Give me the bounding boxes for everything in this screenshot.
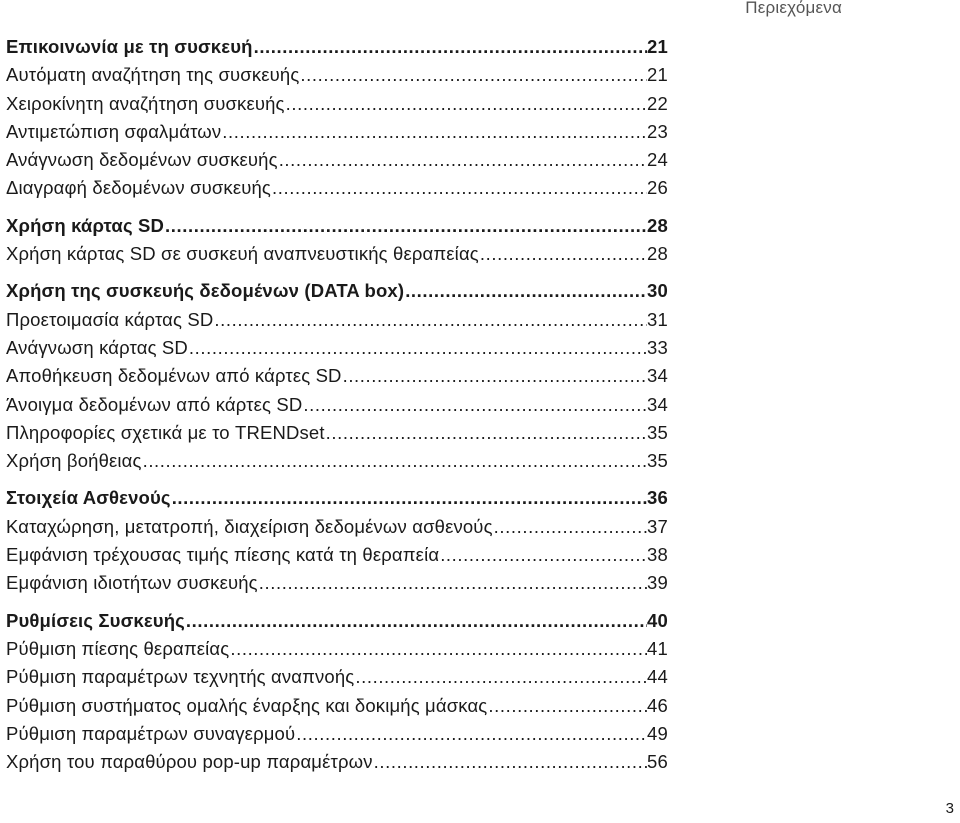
toc-dot-leader (172, 487, 647, 509)
toc-entry-page: 33 (647, 336, 668, 358)
toc-entry-page: 44 (647, 666, 668, 688)
toc-entry-title: Αυτόματη αναζήτηση της συσκευής (6, 64, 300, 86)
toc-heading-entry[interactable] (6, 280, 668, 308)
toc-dot-leader (488, 695, 647, 717)
toc-entry[interactable] (6, 422, 668, 450)
toc-entry[interactable] (6, 751, 668, 779)
toc-entry-page: 49 (647, 722, 668, 744)
toc-dot-leader (186, 610, 647, 632)
toc-section (6, 487, 668, 600)
toc-dot-leader (480, 243, 647, 265)
toc-entry-page: 35 (647, 450, 668, 472)
toc-entry-title: Ρυθμίσεις Συσκευής (6, 609, 185, 631)
toc-dot-leader (165, 215, 647, 237)
toc-entry-title: Καταχώρηση, μετατροπή, διαχείριση δεδομένων ασθενούς (6, 515, 493, 537)
toc-dot-leader (326, 422, 647, 444)
toc-entry[interactable] (6, 638, 668, 666)
toc-entry[interactable] (6, 394, 668, 422)
toc-entry[interactable] (6, 121, 668, 149)
toc-entry-title: Χειροκίνητη αναζήτηση συσκευής (6, 92, 285, 114)
toc-entry-title: Αποθήκευση δεδομένων από κάρτες SD (6, 365, 342, 387)
toc-dot-leader (189, 337, 647, 359)
toc-entry[interactable] (6, 243, 668, 271)
toc-entry[interactable] (6, 516, 668, 544)
toc-dot-leader (259, 572, 647, 594)
toc-entry-page: 34 (647, 365, 668, 387)
toc-dot-leader (440, 544, 647, 566)
toc-dot-leader (279, 149, 647, 171)
toc-entry-page: 31 (647, 308, 668, 330)
toc-entry[interactable] (6, 365, 668, 393)
toc-entry-page: 21 (647, 64, 668, 86)
toc-entry[interactable] (6, 695, 668, 723)
toc-dot-leader (272, 177, 647, 199)
toc-entry-title: Ρύθμιση παραμέτρων συναγερμού (6, 722, 296, 744)
toc-dot-leader (230, 638, 647, 660)
toc-dot-leader (254, 36, 647, 58)
toc-heading-entry[interactable] (6, 610, 668, 638)
toc-entry-title: Στοιχεία Ασθενούς (6, 487, 171, 509)
toc-entry-title: Διαγραφή δεδομένων συσκευής (6, 177, 272, 199)
toc-entry-page: 39 (647, 572, 668, 594)
toc-dot-leader (286, 93, 647, 115)
toc-entry[interactable] (6, 177, 668, 205)
toc-entry-page: 36 (647, 487, 668, 509)
toc-entry[interactable] (6, 149, 668, 177)
toc-entry-page: 40 (647, 609, 668, 631)
toc-entry-page: 34 (647, 393, 668, 415)
toc-entry-page: 56 (647, 751, 668, 773)
table-of-contents (6, 36, 668, 779)
toc-entry-title: Ανάγνωση κάρτας SD (6, 336, 188, 358)
toc-dot-leader (405, 280, 647, 302)
toc-dot-leader (374, 751, 647, 773)
toc-section (6, 215, 668, 272)
toc-entry-page: 24 (647, 149, 668, 171)
toc-entry[interactable] (6, 544, 668, 572)
toc-entry-page: 37 (647, 515, 668, 537)
toc-entry[interactable] (6, 309, 668, 337)
toc-entry-title: Ρύθμιση πίεσης θεραπείας (6, 637, 230, 659)
toc-entry-title: Ρύθμιση συστήματος ομαλής έναρξης και δοκιμής μάσκας (6, 694, 488, 716)
toc-entry[interactable] (6, 64, 668, 92)
toc-entry-title: Προετοιμασία κάρτας SD (6, 308, 214, 330)
toc-dot-leader (300, 64, 647, 86)
page-number: 3 (945, 800, 954, 817)
page-header-title: Περιεχόμενα (745, 0, 842, 17)
toc-entry[interactable] (6, 450, 668, 478)
toc-entry-page: 26 (647, 177, 668, 199)
toc-entry-title: Ρύθμιση παραμέτρων τεχνητής αναπνοής (6, 666, 355, 688)
toc-dot-leader (143, 450, 647, 472)
toc-section (6, 36, 668, 206)
toc-dot-leader (222, 121, 647, 143)
toc-dot-leader (494, 516, 647, 538)
toc-entry-page: 23 (647, 120, 668, 142)
toc-section (6, 280, 668, 478)
toc-entry-title: Πληροφορίες σχετικά με το TRENDset (6, 421, 325, 443)
toc-heading-entry[interactable] (6, 487, 668, 515)
toc-entry[interactable] (6, 723, 668, 751)
toc-entry-title: Χρήση κάρτας SD σε συσκευή αναπνευστικής θεραπείας (6, 243, 479, 265)
toc-entry-page: 41 (647, 637, 668, 659)
toc-dot-leader (343, 365, 647, 387)
toc-section (6, 610, 668, 780)
toc-entry-title: Ανάγνωση δεδομένων συσκευής (6, 149, 278, 171)
toc-entry-title: Εμφάνιση τρέχουσας τιμής πίεσης κατά τη θεραπεία (6, 544, 440, 566)
toc-entry-page: 30 (647, 280, 668, 302)
toc-entry-title: Χρήση βοήθειας (6, 450, 142, 472)
toc-entry[interactable] (6, 572, 668, 600)
toc-entry-title: Άνοιγμα δεδομένων από κάρτες SD (6, 393, 303, 415)
toc-entry-page: 38 (647, 544, 668, 566)
toc-entry-title: Επικοινωνία με τη συσκευή (6, 36, 253, 57)
toc-entry-page: 35 (647, 421, 668, 443)
toc-entry-title: Χρήση της συσκευής δεδομένων (DATA box) (6, 280, 405, 302)
toc-heading-entry[interactable] (6, 215, 668, 243)
toc-entry[interactable] (6, 337, 668, 365)
toc-dot-leader (303, 394, 647, 416)
toc-entry-page: 28 (647, 214, 668, 236)
toc-dot-leader (214, 309, 647, 331)
toc-dot-leader (355, 666, 647, 688)
toc-entry[interactable] (6, 93, 668, 121)
toc-entry-page: 28 (647, 243, 668, 265)
toc-dot-leader (296, 723, 647, 745)
toc-entry-title: Χρήση κάρτας SD (6, 214, 165, 236)
toc-entry[interactable] (6, 666, 668, 694)
toc-entry-page: 21 (647, 36, 668, 57)
toc-entry-title: Αντιμετώπιση σφαλμάτων (6, 120, 222, 142)
toc-entry-page: 46 (647, 694, 668, 716)
toc-heading-entry[interactable] (6, 36, 668, 64)
toc-entry-page: 22 (647, 92, 668, 114)
toc-entry-title: Εμφάνιση ιδιοτήτων συσκευής (6, 572, 258, 594)
toc-entry-title: Χρήση του παραθύρου pop-up παραμέτρων (6, 751, 373, 773)
